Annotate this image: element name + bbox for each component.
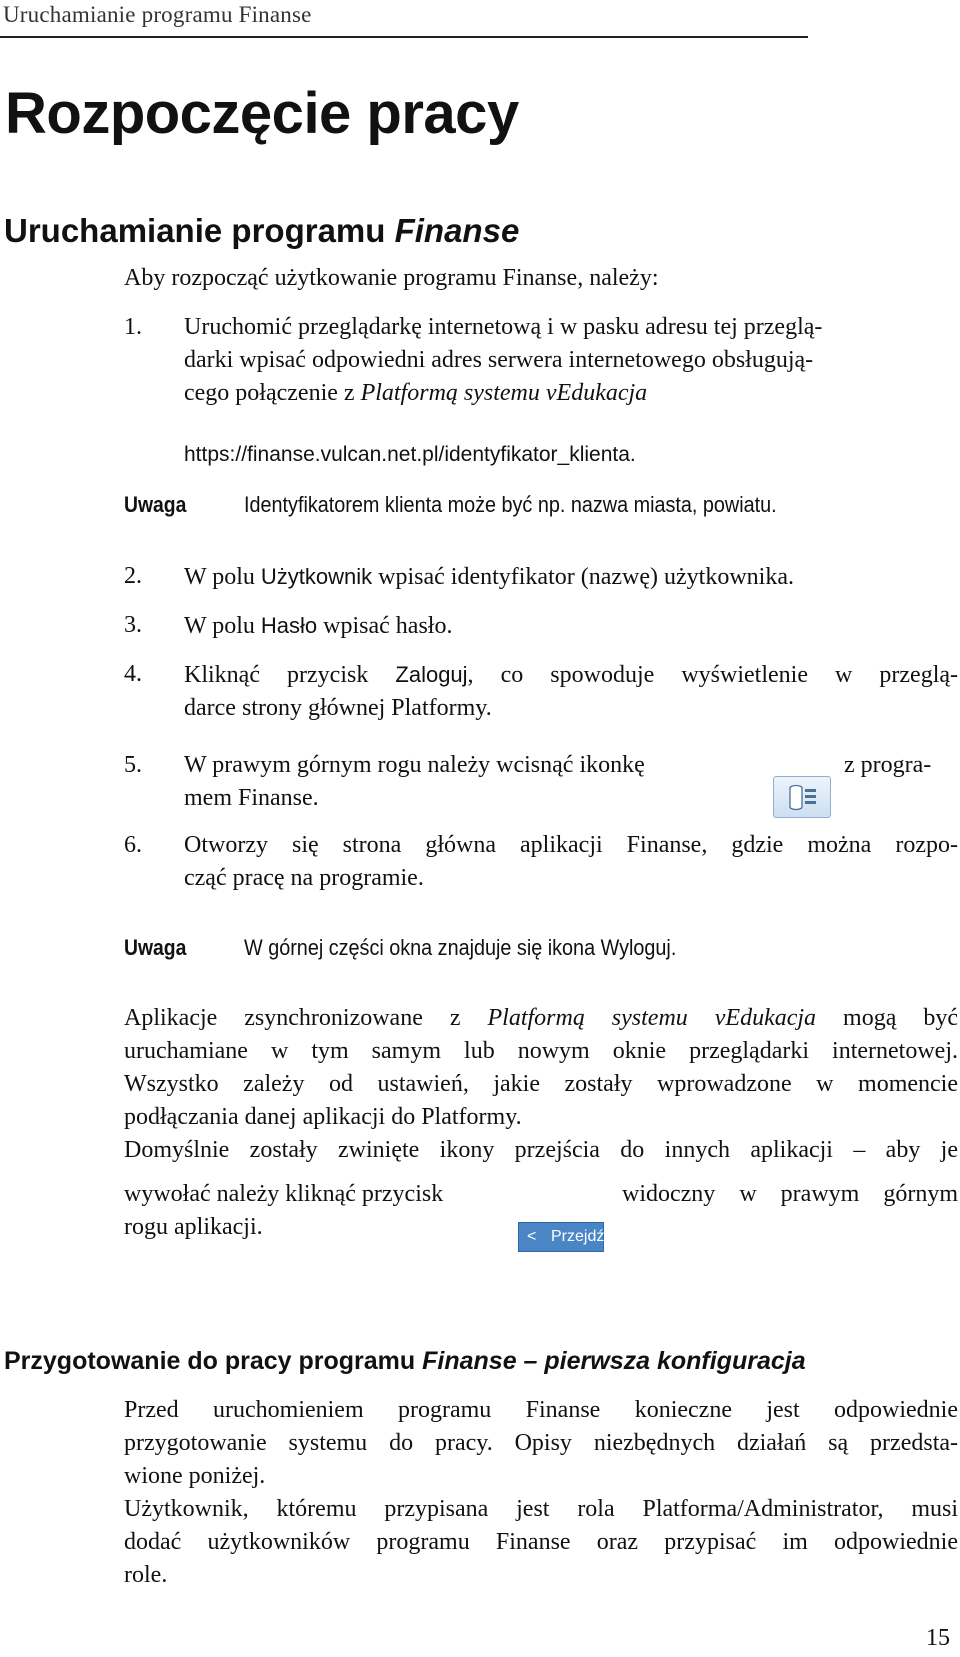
step-number: 6. — [124, 832, 142, 858]
text: dodać użytkowników programu — [124, 1529, 496, 1555]
step-6-line-1 — [184, 829, 958, 862]
przejdz-button-label: Przejdź — [551, 1228, 605, 1245]
paragraph-collapsed-icons — [124, 1134, 958, 1167]
program-name: Finanse — [495, 1529, 571, 1555]
step-6 — [184, 829, 958, 895]
step-1 — [184, 311, 958, 410]
paragraph-line: przygotowanie systemu do pracy. Opisy niezbędnych działań są przedsta- — [124, 1430, 958, 1456]
text: podłączania danej aplikacji do — [124, 1104, 422, 1130]
step-5-line-2-text: mem — [184, 785, 238, 811]
running-header: Uruchamianie programu Finanse — [3, 2, 312, 27]
step-3-text-end: wpisać hasło. — [317, 613, 453, 639]
field-name-password: Hasło — [260, 613, 318, 638]
step-4-line-2 — [184, 692, 958, 725]
step-1-line-3 — [184, 377, 958, 410]
step-2 — [184, 560, 958, 594]
step-1-text: cego połączenie z — [184, 380, 361, 406]
intro-program: Finanse — [502, 265, 578, 291]
button-name-login: Zaloguj — [395, 662, 468, 687]
step-4-line-2-text: darce strony głównej — [184, 695, 392, 721]
paragraph-line: role. — [124, 1562, 168, 1588]
note-label: Uwaga — [124, 935, 187, 960]
program-name: Finanse — [238, 785, 313, 811]
section-heading-launch — [4, 212, 519, 250]
field-name-user: Użytkownik — [260, 564, 373, 589]
paragraph-line — [124, 1101, 958, 1134]
paragraph-line: Wszystko zależy od ustawień, jakie zostały wprowadzone w momencie — [124, 1071, 958, 1097]
header-rule — [0, 36, 808, 38]
step-2-text-end: wpisać identyfikator (nazwę) użytkownika. — [372, 564, 794, 590]
step-5-line-2 — [184, 782, 319, 815]
step-4-text: Kliknąć przycisk — [184, 662, 396, 688]
step-6-text-end: , gdzie można rozpo- — [701, 832, 958, 858]
paragraph-line: Użytkownik, któremu przypisana jest rola Platforma/Administrator, musi — [124, 1496, 958, 1522]
paragraph-line: rogu aplikacji. — [124, 1214, 263, 1240]
chevron-left-icon: < — [527, 1228, 537, 1245]
paragraph-line: wywołać należy kliknąć przycisk — [124, 1181, 444, 1207]
paragraph-line: widoczny w prawym górnym — [622, 1181, 958, 1207]
heading-italic: Finanse — [394, 212, 520, 249]
step-4-line-1 — [184, 658, 958, 692]
paragraph-preparation — [124, 1394, 958, 1493]
punct: . — [515, 1104, 522, 1130]
text: mogą być — [816, 1005, 958, 1031]
step-6-line-2: cząć pracę na programie. — [184, 865, 424, 891]
server-url: https://finanse.vulcan.net.pl/identyfikator_klienta. — [184, 443, 636, 466]
step-number: 5. — [124, 752, 142, 778]
note-label: Uwaga — [124, 492, 187, 517]
page-title: Rozpoczęcie pracy — [5, 81, 519, 146]
step-5-text-end: z progra- — [844, 752, 932, 778]
platform-word: Platformy — [421, 1104, 516, 1130]
intro-paragraph — [124, 262, 958, 295]
heading-italic: Finanse – pierwsza konfiguracja — [422, 1347, 806, 1375]
text: Przed uruchomieniem programu — [124, 1397, 526, 1423]
punct: . — [485, 695, 492, 721]
punct: . — [312, 785, 319, 811]
step-1-line-2: darki wpisać odpowiedni adres serwera internetowego obsługują- — [184, 347, 814, 373]
step-4-text-end: , co spowoduje wyświetlenie w przeglą- — [467, 662, 959, 688]
page-number: 15 — [926, 1625, 950, 1651]
step-5-text: W prawym górnym rogu należy wcisnąć ikonkę — [184, 752, 645, 778]
step-number: 4. — [124, 661, 142, 687]
step-number: 1. — [124, 314, 142, 340]
database-icon — [788, 783, 818, 813]
step-4 — [184, 658, 958, 725]
intro-text: Aby rozpocząć użytkowanie programu — [124, 265, 503, 291]
program-name: Finanse — [525, 1397, 601, 1423]
platform-name: Platformą systemu vEdukacja — [360, 380, 648, 406]
section-heading-configuration — [4, 1347, 806, 1376]
paragraph-admin — [124, 1493, 958, 1592]
text: konieczne jest odpowiednie — [600, 1397, 958, 1423]
step-6-text: Otworzy się strona główna aplikacji — [184, 832, 627, 858]
step-3-text: W polu — [184, 613, 261, 639]
przejdz-button[interactable] — [518, 1222, 604, 1252]
heading-text: Uruchamianie programu — [4, 212, 395, 249]
platform-word: Platformy — [391, 695, 486, 721]
paragraph-line: wione poniżej. — [124, 1463, 266, 1489]
paragraph-line — [124, 1002, 958, 1035]
note-text: W górnej części okna znajduje się ikona Wyloguj. — [244, 935, 677, 960]
platform-name: Platformą systemu vEdukacja — [487, 1005, 817, 1031]
step-3 — [184, 609, 958, 643]
program-name: Finanse — [626, 832, 702, 858]
paragraph-line: Domyślnie zostały zwinięte ikony przejścia do innych aplikacji – aby je — [124, 1137, 958, 1163]
step-number: 3. — [124, 612, 142, 638]
finance-app-icon[interactable] — [773, 776, 831, 818]
text: Aplikacje zsynchronizowane z — [124, 1005, 488, 1031]
note-text: Identyfikatorem klienta może być np. nazwa miasta, powiatu. — [244, 492, 777, 517]
paragraph-line: uruchamiane w tym samym lub nowym oknie przeglądarki internetowej. — [124, 1038, 958, 1064]
step-2-text: W polu — [184, 564, 261, 590]
step-1-line-1: Uruchomić przeglądarkę internetową i w pasku adresu tej przeglą- — [184, 314, 823, 340]
paragraph-line — [124, 1526, 958, 1559]
intro-text-end: , należy: — [577, 265, 659, 291]
heading-text: Przygotowanie do pracy programu — [4, 1347, 423, 1375]
text: oraz przypisać im odpowiednie — [570, 1529, 958, 1555]
paragraph-line — [124, 1394, 958, 1427]
step-number: 2. — [124, 563, 142, 589]
paragraph-sync — [124, 1002, 958, 1134]
